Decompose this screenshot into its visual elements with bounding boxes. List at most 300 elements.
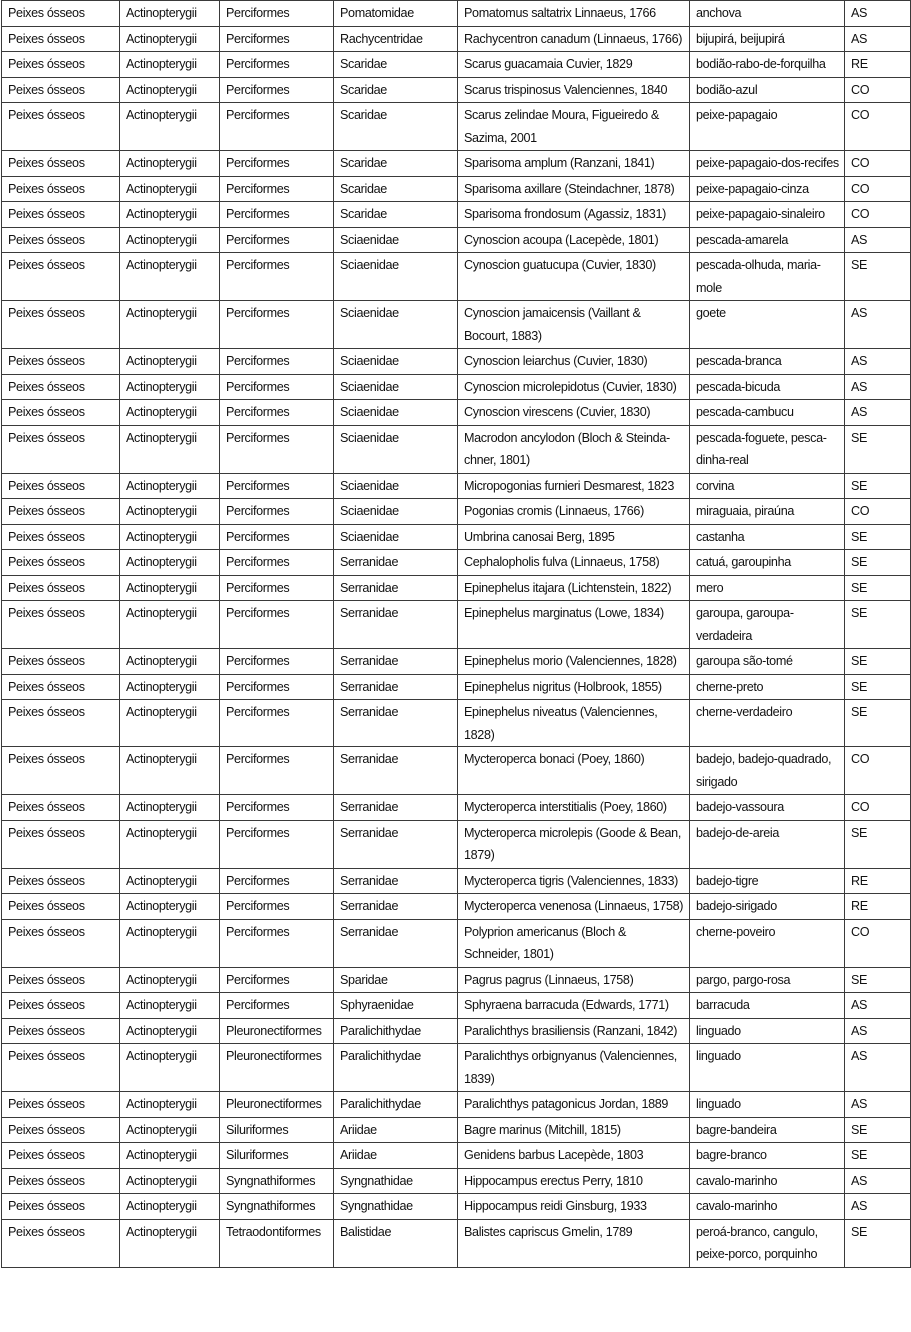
class-cell: Actinopterygii (120, 1044, 220, 1092)
common-name-cell: pescada-bicuda (690, 374, 845, 400)
table-row (2, 400, 911, 426)
class-cell: Actinopterygii (120, 820, 220, 868)
species-cell: Epinephelus morio (Valenciennes, 1828) (458, 649, 690, 675)
group-cell: Peixes ósseos (2, 400, 120, 426)
group-cell: Peixes ósseos (2, 747, 120, 795)
class-cell: Actinopterygii (120, 1143, 220, 1169)
status-cell: AS (845, 301, 911, 349)
order-cell: Perciformes (220, 400, 334, 426)
order-cell: Tetraodontiformes (220, 1219, 334, 1267)
order-cell: Perciformes (220, 425, 334, 473)
common-name-cell: badejo-sirigado (690, 894, 845, 920)
common-name-cell: mero (690, 575, 845, 601)
table-row (2, 524, 911, 550)
order-cell: Perciformes (220, 601, 334, 649)
family-cell: Scaridae (334, 77, 458, 103)
class-cell: Actinopterygii (120, 499, 220, 525)
order-cell: Perciformes (220, 919, 334, 967)
order-cell: Perciformes (220, 301, 334, 349)
table-row (2, 349, 911, 375)
species-cell: Cynoscion microlepidotus (Cuvier, 1830) (458, 374, 690, 400)
species-cell: Hippocampus reidi Ginsburg, 1933 (458, 1194, 690, 1220)
order-cell: Perciformes (220, 253, 334, 301)
family-cell: Serranidae (334, 919, 458, 967)
order-cell: Pleuronectiformes (220, 1092, 334, 1118)
group-cell: Peixes ósseos (2, 374, 120, 400)
species-table (1, 0, 911, 1268)
family-cell: Serranidae (334, 575, 458, 601)
family-cell: Syngnathidae (334, 1168, 458, 1194)
status-cell: AS (845, 1194, 911, 1220)
group-cell: Peixes ósseos (2, 868, 120, 894)
status-cell: SE (845, 649, 911, 675)
status-cell: AS (845, 400, 911, 426)
status-cell: SE (845, 967, 911, 993)
species-cell: Bagre marinus (Mitchill, 1815) (458, 1117, 690, 1143)
table-row (2, 649, 911, 675)
class-cell: Actinopterygii (120, 993, 220, 1019)
common-name-cell: pescada-olhuda, maria-mole (690, 253, 845, 301)
class-cell: Actinopterygii (120, 374, 220, 400)
status-cell: SE (845, 1117, 911, 1143)
family-cell: Sparidae (334, 967, 458, 993)
species-cell: Mycteroperca interstitialis (Poey, 1860) (458, 795, 690, 821)
species-cell: Sparisoma amplum (Ranzani, 1841) (458, 151, 690, 177)
common-name-cell: goete (690, 301, 845, 349)
table-row (2, 674, 911, 700)
order-cell: Perciformes (220, 26, 334, 52)
class-cell: Actinopterygii (120, 674, 220, 700)
class-cell: Actinopterygii (120, 77, 220, 103)
species-cell: Cynoscion jamaicensis (Vaillant & Bocourt, 1883) (458, 301, 690, 349)
group-cell: Peixes ósseos (2, 349, 120, 375)
species-cell: Paralichthys brasiliensis (Ranzani, 1842) (458, 1018, 690, 1044)
common-name-cell: catuá, garoupinha (690, 550, 845, 576)
common-name-cell: badejo-vassoura (690, 795, 845, 821)
table-row (2, 176, 911, 202)
status-cell: SE (845, 601, 911, 649)
group-cell: Peixes ósseos (2, 1018, 120, 1044)
species-cell: Cynoscion acoupa (Lacepède, 1801) (458, 227, 690, 253)
group-cell: Peixes ósseos (2, 601, 120, 649)
species-cell: Paralichthys patagonicus Jordan, 1889 (458, 1092, 690, 1118)
class-cell: Actinopterygii (120, 400, 220, 426)
status-cell: SE (845, 550, 911, 576)
group-cell: Peixes ósseos (2, 103, 120, 151)
status-cell: SE (845, 820, 911, 868)
family-cell: Serranidae (334, 747, 458, 795)
order-cell: Pleuronectiformes (220, 1044, 334, 1092)
group-cell: Peixes ósseos (2, 1219, 120, 1267)
group-cell: Peixes ósseos (2, 1143, 120, 1169)
table-row (2, 473, 911, 499)
class-cell: Actinopterygii (120, 601, 220, 649)
family-cell: Serranidae (334, 894, 458, 920)
table-row (2, 425, 911, 473)
status-cell: SE (845, 1143, 911, 1169)
group-cell: Peixes ósseos (2, 795, 120, 821)
species-cell: Polyprion americanus (Bloch & Schneider, 1801) (458, 919, 690, 967)
status-cell: SE (845, 575, 911, 601)
group-cell: Peixes ósseos (2, 700, 120, 747)
common-name-cell: peixe-papagaio-sinaleiro (690, 202, 845, 228)
class-cell: Actinopterygii (120, 227, 220, 253)
table-row (2, 374, 911, 400)
family-cell: Sciaenidae (334, 374, 458, 400)
table-row (2, 227, 911, 253)
class-cell: Actinopterygii (120, 868, 220, 894)
species-cell: Mycteroperca tigris (Valenciennes, 1833) (458, 868, 690, 894)
species-cell: Cynoscion virescens (Cuvier, 1830) (458, 400, 690, 426)
species-cell: Micropogonias furnieri Desmarest, 1823 (458, 473, 690, 499)
status-cell: SE (845, 253, 911, 301)
class-cell: Actinopterygii (120, 1, 220, 27)
species-cell: Hippocampus erectus Perry, 1810 (458, 1168, 690, 1194)
table-row (2, 1, 911, 27)
order-cell: Perciformes (220, 993, 334, 1019)
table-row (2, 253, 911, 301)
table-row (2, 499, 911, 525)
table-row (2, 868, 911, 894)
common-name-cell: linguado (690, 1018, 845, 1044)
table-row (2, 919, 911, 967)
group-cell: Peixes ósseos (2, 77, 120, 103)
common-name-cell: pescada-branca (690, 349, 845, 375)
status-cell: SE (845, 700, 911, 747)
common-name-cell: pescada-cambucu (690, 400, 845, 426)
class-cell: Actinopterygii (120, 649, 220, 675)
table-row (2, 550, 911, 576)
status-cell: AS (845, 993, 911, 1019)
family-cell: Sphyraenidae (334, 993, 458, 1019)
group-cell: Peixes ósseos (2, 499, 120, 525)
family-cell: Ariidae (334, 1143, 458, 1169)
family-cell: Serranidae (334, 795, 458, 821)
family-cell: Sciaenidae (334, 227, 458, 253)
common-name-cell: cavalo-marinho (690, 1194, 845, 1220)
status-cell: SE (845, 425, 911, 473)
table-row (2, 1219, 911, 1267)
group-cell: Peixes ósseos (2, 52, 120, 78)
family-cell: Serranidae (334, 674, 458, 700)
status-cell: RE (845, 52, 911, 78)
table-row (2, 52, 911, 78)
order-cell: Perciformes (220, 374, 334, 400)
table-row (2, 1092, 911, 1118)
status-cell: CO (845, 795, 911, 821)
order-cell: Perciformes (220, 700, 334, 747)
order-cell: Perciformes (220, 524, 334, 550)
species-cell: Balistes capriscus Gmelin, 1789 (458, 1219, 690, 1267)
class-cell: Actinopterygii (120, 550, 220, 576)
group-cell: Peixes ósseos (2, 820, 120, 868)
common-name-cell: bodião-rabo-de-forquilha (690, 52, 845, 78)
family-cell: Serranidae (334, 700, 458, 747)
common-name-cell: pescada-amarela (690, 227, 845, 253)
common-name-cell: cherne-poveiro (690, 919, 845, 967)
order-cell: Perciformes (220, 227, 334, 253)
status-cell: AS (845, 26, 911, 52)
status-cell: AS (845, 1018, 911, 1044)
group-cell: Peixes ósseos (2, 993, 120, 1019)
group-cell: Peixes ósseos (2, 1, 120, 27)
common-name-cell: miraguaia, piraúna (690, 499, 845, 525)
order-cell: Perciformes (220, 473, 334, 499)
common-name-cell: peixe-papagaio (690, 103, 845, 151)
group-cell: Peixes ósseos (2, 473, 120, 499)
order-cell: Perciformes (220, 868, 334, 894)
order-cell: Perciformes (220, 894, 334, 920)
common-name-cell: linguado (690, 1044, 845, 1092)
order-cell: Perciformes (220, 176, 334, 202)
order-cell: Perciformes (220, 499, 334, 525)
table-row (2, 1168, 911, 1194)
group-cell: Peixes ósseos (2, 967, 120, 993)
class-cell: Actinopterygii (120, 1219, 220, 1267)
class-cell: Actinopterygii (120, 26, 220, 52)
class-cell: Actinopterygii (120, 202, 220, 228)
family-cell: Sciaenidae (334, 349, 458, 375)
family-cell: Rachycentridae (334, 26, 458, 52)
order-cell: Perciformes (220, 151, 334, 177)
family-cell: Pomatomidae (334, 1, 458, 27)
status-cell: SE (845, 1219, 911, 1267)
class-cell: Actinopterygii (120, 176, 220, 202)
status-cell: CO (845, 919, 911, 967)
order-cell: Perciformes (220, 550, 334, 576)
family-cell: Sciaenidae (334, 253, 458, 301)
status-cell: RE (845, 894, 911, 920)
class-cell: Actinopterygii (120, 425, 220, 473)
common-name-cell: castanha (690, 524, 845, 550)
status-cell: CO (845, 103, 911, 151)
family-cell: Balistidae (334, 1219, 458, 1267)
common-name-cell: pargo, pargo-rosa (690, 967, 845, 993)
species-cell: Mycteroperca microlepis (Goode & Bean, 1879) (458, 820, 690, 868)
group-cell: Peixes ósseos (2, 26, 120, 52)
family-cell: Scaridae (334, 151, 458, 177)
class-cell: Actinopterygii (120, 1117, 220, 1143)
species-cell: Paralichthys orbignyanus (Valenciennes, 1839) (458, 1044, 690, 1092)
status-cell: AS (845, 1092, 911, 1118)
species-cell: Pogonias cromis (Linnaeus, 1766) (458, 499, 690, 525)
group-cell: Peixes ósseos (2, 575, 120, 601)
species-table-body (2, 1, 911, 1268)
order-cell: Perciformes (220, 795, 334, 821)
species-cell: Epinephelus marginatus (Lowe, 1834) (458, 601, 690, 649)
status-cell: CO (845, 151, 911, 177)
table-row (2, 103, 911, 151)
group-cell: Peixes ósseos (2, 1117, 120, 1143)
class-cell: Actinopterygii (120, 575, 220, 601)
table-row (2, 301, 911, 349)
group-cell: Peixes ósseos (2, 176, 120, 202)
status-cell: AS (845, 227, 911, 253)
status-cell: CO (845, 77, 911, 103)
common-name-cell: badejo-tigre (690, 868, 845, 894)
status-cell: SE (845, 674, 911, 700)
order-cell: Perciformes (220, 820, 334, 868)
class-cell: Actinopterygii (120, 1168, 220, 1194)
common-name-cell: anchova (690, 1, 845, 27)
class-cell: Actinopterygii (120, 103, 220, 151)
family-cell: Scaridae (334, 103, 458, 151)
group-cell: Peixes ósseos (2, 1194, 120, 1220)
status-cell: CO (845, 747, 911, 795)
status-cell: AS (845, 374, 911, 400)
status-cell: SE (845, 524, 911, 550)
common-name-cell: linguado (690, 1092, 845, 1118)
common-name-cell: corvina (690, 473, 845, 499)
group-cell: Peixes ósseos (2, 1168, 120, 1194)
status-cell: AS (845, 1044, 911, 1092)
species-cell: Mycteroperca venenosa (Linnaeus, 1758) (458, 894, 690, 920)
common-name-cell: bodião-azul (690, 77, 845, 103)
table-row (2, 993, 911, 1019)
species-cell: Epinephelus niveatus (Valenciennes, 1828) (458, 700, 690, 747)
class-cell: Actinopterygii (120, 1092, 220, 1118)
family-cell: Serranidae (334, 649, 458, 675)
order-cell: Syngnathiformes (220, 1194, 334, 1220)
common-name-cell: bijupirá, beijupirá (690, 26, 845, 52)
class-cell: Actinopterygii (120, 795, 220, 821)
species-cell: Pomatomus saltatrix Linnaeus, 1766 (458, 1, 690, 27)
family-cell: Sciaenidae (334, 524, 458, 550)
order-cell: Perciformes (220, 202, 334, 228)
class-cell: Actinopterygii (120, 524, 220, 550)
status-cell: AS (845, 1168, 911, 1194)
class-cell: Actinopterygii (120, 349, 220, 375)
status-cell: SE (845, 473, 911, 499)
table-row (2, 1117, 911, 1143)
common-name-cell: badejo-de-areia (690, 820, 845, 868)
group-cell: Peixes ósseos (2, 649, 120, 675)
order-cell: Perciformes (220, 1, 334, 27)
order-cell: Perciformes (220, 967, 334, 993)
family-cell: Sciaenidae (334, 473, 458, 499)
table-row (2, 700, 911, 747)
species-cell: Rachycentron canadum (Linnaeus, 1766) (458, 26, 690, 52)
class-cell: Actinopterygii (120, 919, 220, 967)
family-cell: Syngnathidae (334, 1194, 458, 1220)
order-cell: Perciformes (220, 747, 334, 795)
group-cell: Peixes ósseos (2, 919, 120, 967)
species-cell: Cynoscion leiarchus (Cuvier, 1830) (458, 349, 690, 375)
species-cell: Sphyraena barracuda (Edwards, 1771) (458, 993, 690, 1019)
group-cell: Peixes ósseos (2, 202, 120, 228)
order-cell: Perciformes (220, 575, 334, 601)
common-name-cell: bagre-branco (690, 1143, 845, 1169)
order-cell: Perciformes (220, 649, 334, 675)
species-cell: Cynoscion guatucupa (Cuvier, 1830) (458, 253, 690, 301)
common-name-cell: peroá-branco, cangulo, peixe-porco, porquinho (690, 1219, 845, 1267)
class-cell: Actinopterygii (120, 747, 220, 795)
family-cell: Serranidae (334, 820, 458, 868)
table-row (2, 575, 911, 601)
species-cell: Scarus guacamaia Cuvier, 1829 (458, 52, 690, 78)
table-row (2, 1018, 911, 1044)
order-cell: Perciformes (220, 77, 334, 103)
group-cell: Peixes ósseos (2, 1092, 120, 1118)
group-cell: Peixes ósseos (2, 151, 120, 177)
common-name-cell: garoupa, garoupa-verdadeira (690, 601, 845, 649)
family-cell: Sciaenidae (334, 301, 458, 349)
table-row (2, 1143, 911, 1169)
table-row (2, 795, 911, 821)
class-cell: Actinopterygii (120, 151, 220, 177)
table-row (2, 26, 911, 52)
species-cell: Scarus zelindae Moura, Figueiredo & Sazima, 2001 (458, 103, 690, 151)
status-cell: CO (845, 176, 911, 202)
class-cell: Actinopterygii (120, 700, 220, 747)
common-name-cell: bagre-bandeira (690, 1117, 845, 1143)
family-cell: Paralichithydae (334, 1018, 458, 1044)
class-cell: Actinopterygii (120, 52, 220, 78)
order-cell: Perciformes (220, 349, 334, 375)
common-name-cell: peixe-papagaio-dos-recifes (690, 151, 845, 177)
class-cell: Actinopterygii (120, 1018, 220, 1044)
species-cell: Scarus trispinosus Valenciennes, 1840 (458, 77, 690, 103)
family-cell: Scaridae (334, 52, 458, 78)
order-cell: Pleuronectiformes (220, 1018, 334, 1044)
common-name-cell: peixe-papagaio-cinza (690, 176, 845, 202)
status-cell: RE (845, 868, 911, 894)
table-row (2, 1194, 911, 1220)
group-cell: Peixes ósseos (2, 1044, 120, 1092)
species-cell: Macrodon ancylodon (Bloch & Steinda-chner, 1801) (458, 425, 690, 473)
family-cell: Ariidae (334, 1117, 458, 1143)
family-cell: Serranidae (334, 868, 458, 894)
species-cell: Mycteroperca bonaci (Poey, 1860) (458, 747, 690, 795)
family-cell: Serranidae (334, 550, 458, 576)
class-cell: Actinopterygii (120, 253, 220, 301)
status-cell: AS (845, 1, 911, 27)
common-name-cell: barracuda (690, 993, 845, 1019)
status-cell: AS (845, 349, 911, 375)
species-cell: Genidens barbus Lacepède, 1803 (458, 1143, 690, 1169)
table-row (2, 601, 911, 649)
species-cell: Sparisoma frondosum (Agassiz, 1831) (458, 202, 690, 228)
species-cell: Epinephelus itajara (Lichtenstein, 1822) (458, 575, 690, 601)
class-cell: Actinopterygii (120, 301, 220, 349)
species-cell: Umbrina canosai Berg, 1895 (458, 524, 690, 550)
table-row (2, 1044, 911, 1092)
group-cell: Peixes ósseos (2, 227, 120, 253)
common-name-cell: garoupa são-tomé (690, 649, 845, 675)
group-cell: Peixes ósseos (2, 253, 120, 301)
family-cell: Scaridae (334, 202, 458, 228)
class-cell: Actinopterygii (120, 473, 220, 499)
common-name-cell: pescada-foguete, pesca-dinha-real (690, 425, 845, 473)
order-cell: Siluriformes (220, 1143, 334, 1169)
common-name-cell: cherne-verdadeiro (690, 700, 845, 747)
status-cell: CO (845, 499, 911, 525)
table-row (2, 202, 911, 228)
group-cell: Peixes ósseos (2, 425, 120, 473)
table-row (2, 151, 911, 177)
table-row (2, 894, 911, 920)
table-row (2, 967, 911, 993)
table-row (2, 77, 911, 103)
order-cell: Perciformes (220, 52, 334, 78)
species-cell: Pagrus pagrus (Linnaeus, 1758) (458, 967, 690, 993)
class-cell: Actinopterygii (120, 967, 220, 993)
group-cell: Peixes ósseos (2, 524, 120, 550)
family-cell: Sciaenidae (334, 425, 458, 473)
class-cell: Actinopterygii (120, 1194, 220, 1220)
family-cell: Paralichithydae (334, 1044, 458, 1092)
common-name-cell: badejo, badejo-quadrado, sirigado (690, 747, 845, 795)
